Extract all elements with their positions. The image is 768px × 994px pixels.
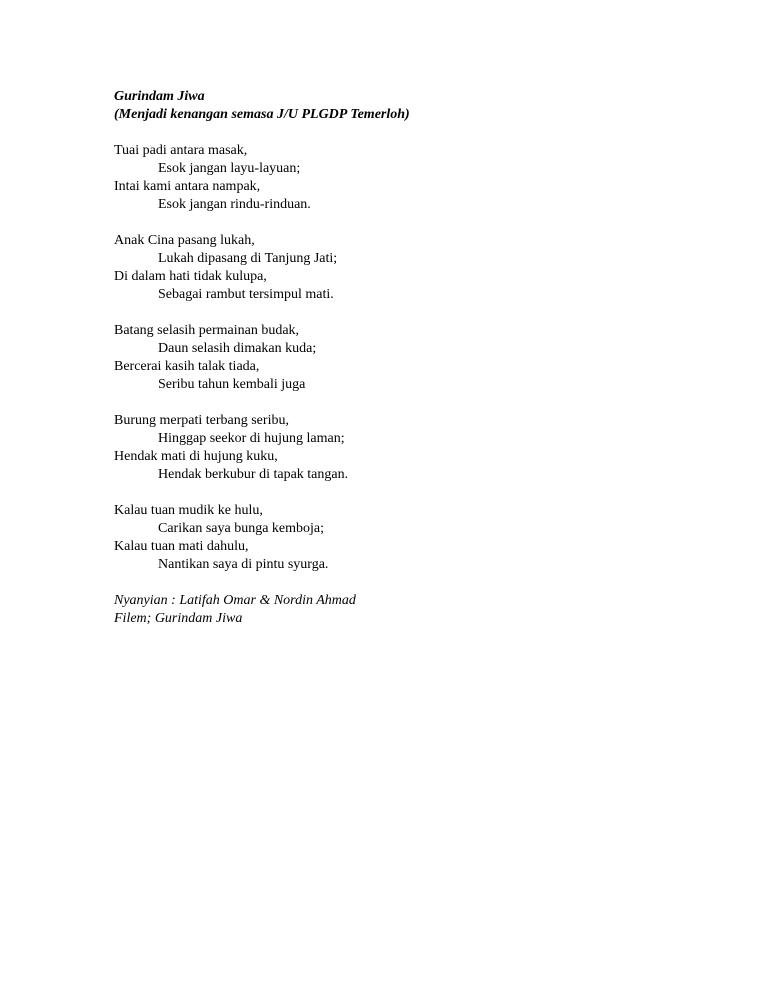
- verse-line: Seribu tahun kembali juga: [158, 377, 306, 392]
- verse-line: Hendak berkubur di tapak tangan.: [158, 467, 349, 482]
- poem-content: [114, 88, 714, 628]
- verse-line: Kalau tuan mati dahulu,: [114, 539, 249, 554]
- verse-line: Di dalam hati tidak kulupa,: [114, 269, 267, 284]
- verse-line: Hendak mati di hujung kuku,: [114, 449, 278, 464]
- stanza-4: [114, 412, 714, 484]
- song-credits: [114, 592, 714, 628]
- verse-line: Burung merpati terbang seribu,: [114, 413, 289, 428]
- verse-line: Daun selasih dimakan kuda;: [158, 341, 317, 356]
- poem-subtitle: (Menjadi kenangan semasa J/U PLGDP Temerloh): [114, 107, 410, 122]
- verse-line: Kalau tuan mudik ke hulu,: [114, 503, 263, 518]
- verse-line: Anak Cina pasang lukah,: [114, 233, 255, 248]
- verse-line: Batang selasih permainan budak,: [114, 323, 300, 338]
- verse-line: Tuai padi antara masak,: [114, 143, 248, 158]
- stanza-5: [114, 502, 714, 574]
- verse-line: Bercerai kasih talak tiada,: [114, 359, 260, 374]
- singer-credit: Nyanyian : Latifah Omar & Nordin Ahmad: [114, 593, 356, 608]
- poem-title: Gurindam Jiwa: [114, 89, 205, 104]
- stanza-3: [114, 322, 714, 394]
- verse-line: Nantikan saya di pintu syurga.: [158, 557, 329, 572]
- verse-line: Sebagai rambut tersimpul mati.: [158, 287, 334, 302]
- verse-line: Lukah dipasang di Tanjung Jati;: [158, 251, 338, 266]
- verse-line: Intai kami antara nampak,: [114, 179, 261, 194]
- stanza-2: [114, 232, 714, 304]
- verse-line: Carikan saya bunga kemboja;: [158, 521, 325, 536]
- verse-line: Esok jangan rindu-rinduan.: [158, 197, 311, 212]
- poem-header: [114, 88, 714, 124]
- verse-line: Hinggap seekor di hujung laman;: [158, 431, 345, 446]
- film-credit: Filem; Gurindam Jiwa: [114, 611, 243, 626]
- verse-line: Esok jangan layu-layuan;: [158, 161, 301, 176]
- stanza-1: [114, 142, 714, 214]
